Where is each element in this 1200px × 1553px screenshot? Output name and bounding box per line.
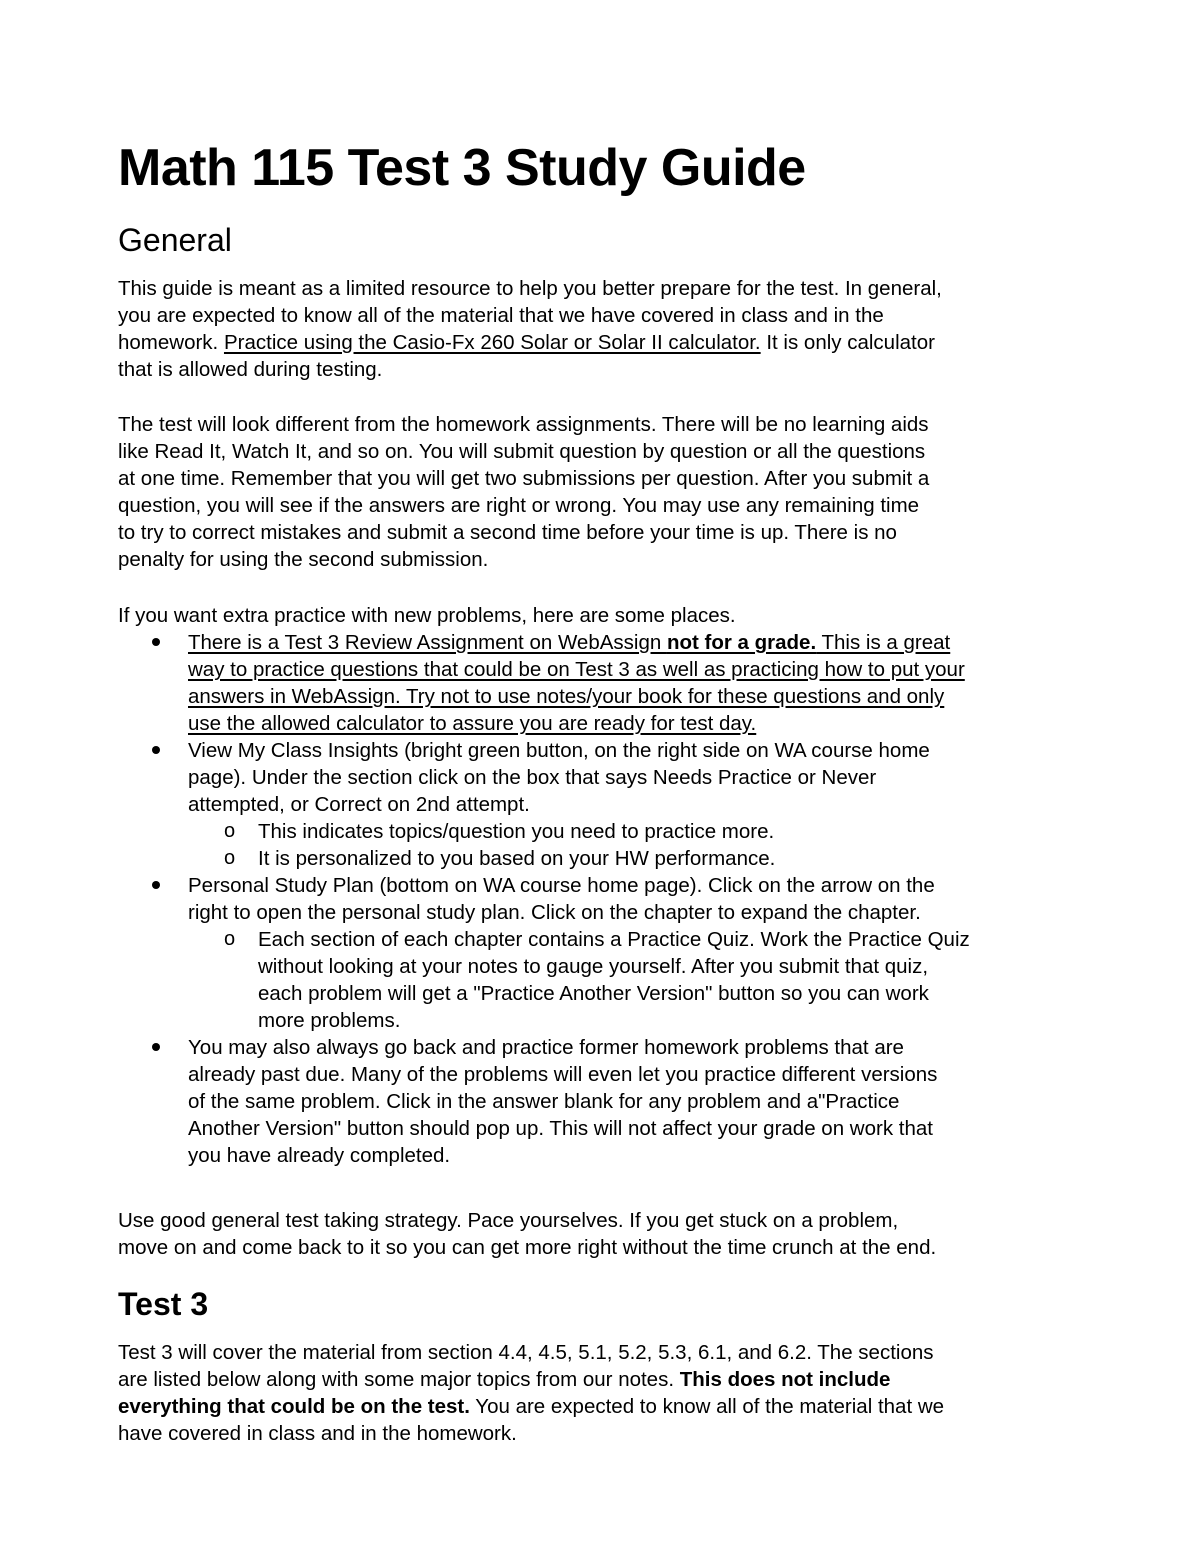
circle-bullet-icon: o bbox=[224, 820, 236, 842]
sub-list-item-line: without looking at your notes to gauge yourself. After you submit that quiz, bbox=[258, 955, 929, 978]
page-title: Math 115 Test 3 Study Guide bbox=[118, 139, 806, 197]
list-item-line: of the same problem. Click in the answer blank for any problem and a"Practice bbox=[188, 1090, 900, 1113]
list-item-line: attempted, or Correct on 2nd attempt. bbox=[188, 793, 530, 816]
list-item-line: use the allowed calculator to assure you are ready for test day. bbox=[188, 712, 757, 735]
sub-list-item-line: Each section of each chapter contains a Practice Quiz. Work the Practice Quiz bbox=[258, 928, 970, 951]
intro-paragraph bbox=[118, 275, 1088, 383]
paragraph-line: have covered in class and in the homework. bbox=[118, 1422, 517, 1445]
bullet-icon bbox=[152, 1043, 160, 1051]
list-item-line: Personal Study Plan (bottom on WA course home page). Click on the arrow on the bbox=[188, 874, 935, 897]
paragraph-line: question, you will see if the answers are right or wrong. You may use any remaining time bbox=[118, 494, 920, 517]
sub-list-item bbox=[188, 818, 1088, 845]
paragraph-line: like Read It, Watch It, and so on. You will submit question by question or all the questions bbox=[118, 440, 926, 463]
sub-list-item-line: each problem will get a "Practice Another Version" button so you can work bbox=[258, 982, 929, 1005]
circle-bullet-icon: o bbox=[224, 928, 236, 950]
intro-line: you are expected to know all of the material that we have covered in class and in the bbox=[118, 304, 884, 327]
paragraph-line: Use good general test taking strategy. Pace yourselves. If you get stuck on a problem, bbox=[118, 1209, 899, 1232]
sub-list-item-line: more problems. bbox=[258, 1009, 401, 1032]
list-item bbox=[118, 737, 1088, 872]
paragraph-line: Test 3 will cover the material from section 4.4, 4.5, 5.1, 5.2, 5.3, 6.1, and 6.2. The sections bbox=[118, 1341, 934, 1364]
paragraph-line: at one time. Remember that you will get two submissions per question. After you submit a bbox=[118, 467, 930, 490]
circle-bullet-icon: o bbox=[224, 847, 236, 869]
list-item-line: You may also always go back and practice former homework problems that are bbox=[188, 1036, 904, 1059]
extra-practice-section bbox=[118, 602, 1088, 1169]
intro-line bbox=[118, 329, 1088, 356]
sub-list-item-line: This indicates topics/question you need to practice more. bbox=[258, 820, 775, 843]
paragraph-line: everything that could be on the test. You are expected to know all of the material that we bbox=[118, 1395, 945, 1418]
list-item-line: View My Class Insights (bright green button, on the right side on WA course home bbox=[188, 739, 930, 762]
test3-heading: Test 3 bbox=[118, 1286, 209, 1322]
intro-line: that is allowed during testing. bbox=[118, 358, 383, 381]
practice-list bbox=[118, 629, 1088, 1169]
list-item-line: already past due. Many of the problems will even let you practice different versions bbox=[188, 1063, 938, 1086]
paragraph-line: The test will look different from the homework assignments. There will be no learning aids bbox=[118, 413, 929, 436]
general-heading: General bbox=[118, 222, 232, 258]
list-item-line: you have already completed. bbox=[188, 1144, 451, 1167]
bullet-icon bbox=[152, 638, 160, 646]
paragraph-line: move on and come back to it so you can get more right without the time crunch at the end. bbox=[118, 1236, 937, 1259]
list-item bbox=[118, 629, 1088, 737]
list-item-line: way to practice questions that could be on Test 3 as well as practicing how to put your bbox=[188, 658, 965, 681]
sub-list-item bbox=[188, 926, 1088, 1034]
list-item bbox=[118, 872, 1088, 1034]
list-item-line: right to open the personal study plan. Click on the chapter to expand the chapter. bbox=[188, 901, 921, 924]
test-format-paragraph bbox=[118, 411, 1088, 573]
intro-line: This guide is meant as a limited resource to help you better prepare for the test. In general, bbox=[118, 277, 942, 300]
bullet-icon bbox=[152, 881, 160, 889]
list-item-line: Another Version" button should pop up. This will not affect your grade on work that bbox=[188, 1117, 933, 1140]
test3-section bbox=[118, 1284, 1088, 1324]
bullet-icon bbox=[152, 746, 160, 754]
general-section bbox=[118, 220, 1088, 260]
extra-practice-intro: If you want extra practice with new problems, here are some places. bbox=[118, 604, 736, 627]
paragraph-line: are listed below along with some major topics from our notes. This does not include bbox=[118, 1368, 891, 1391]
calculator-note: Practice using the Casio-Fx 260 Solar or Solar II calculator. bbox=[223, 331, 761, 354]
paragraph-line: to try to correct mistakes and submit a second time before your time is up. There is no bbox=[118, 521, 897, 544]
test3-paragraph bbox=[118, 1339, 1088, 1447]
intro-text: It is only calculator bbox=[760, 331, 935, 354]
list-item-line: page). Under the section click on the box that says Needs Practice or Never bbox=[188, 766, 877, 789]
paragraph-line: penalty for using the second submission. bbox=[118, 548, 489, 571]
list-item-line: There is a Test 3 Review Assignment on WebAssign not for a grade. This is a great bbox=[188, 631, 951, 654]
strategy-paragraph bbox=[118, 1207, 1088, 1261]
sub-list bbox=[188, 818, 1088, 872]
sub-list-item-line: It is personalized to you based on your HW performance. bbox=[258, 847, 776, 870]
sub-list-item bbox=[188, 845, 1088, 872]
list-item bbox=[118, 1034, 1088, 1169]
sub-list bbox=[188, 926, 1088, 1034]
list-item-line: answers in WebAssign. Try not to use notes/your book for these questions and only bbox=[188, 685, 945, 708]
intro-text: homework. bbox=[118, 331, 224, 354]
